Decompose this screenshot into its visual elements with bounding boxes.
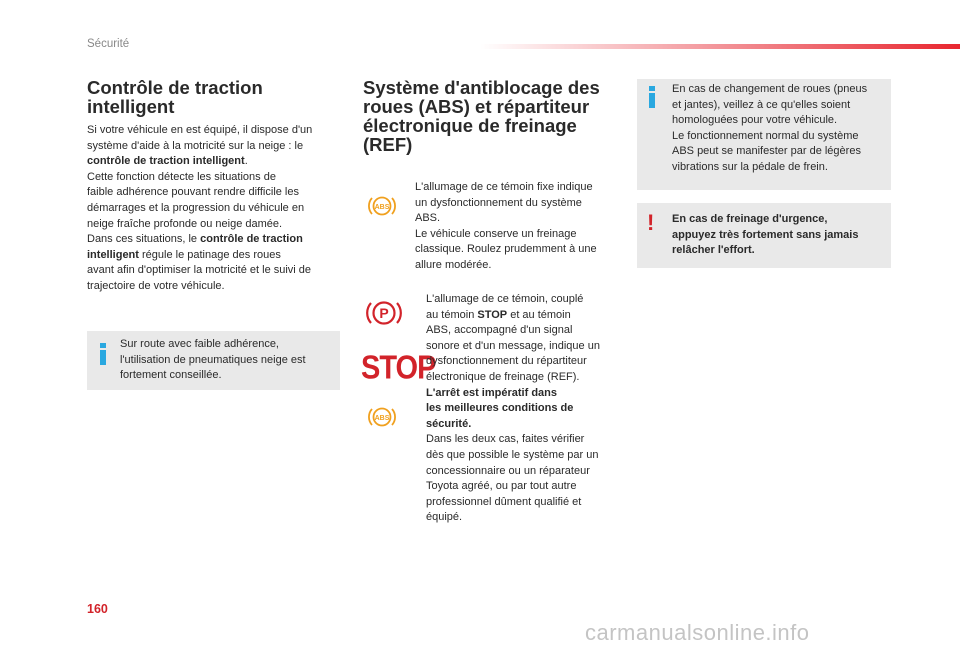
traction-heading-line2: intelligent: [87, 96, 175, 117]
traction-text: régule le patinage des roues: [138, 248, 281, 261]
traction-text: système d'aide à la motricité sur la neige : le: [87, 139, 304, 152]
abs-text: professionnel dûment qualifié et: [426, 495, 582, 508]
traction-heading-line1: Contrôle de traction: [87, 77, 263, 98]
warning-line: relâcher l'effort.: [672, 244, 755, 257]
abs-text: au témoin: [426, 308, 478, 321]
info-box-text: [672, 82, 887, 176]
traction-text: neige fraîche profonde ou neige damée.: [87, 217, 283, 230]
stop-warning-lamp-icon: STOP: [361, 349, 436, 387]
abs-text: et au témoin: [507, 308, 571, 321]
traction-text: Si votre véhicule en est équipé, il dispose d'un: [87, 124, 313, 136]
abs-text: ABS, accompagné d'un signal: [426, 324, 573, 337]
info-line: homologuées pour votre véhicule.: [672, 114, 838, 127]
info-box-text: [120, 337, 335, 384]
abs-heading-line2: roues (ABS) et répartiteur: [363, 96, 590, 117]
info-icon: [649, 86, 655, 108]
traction-bold: contrôle de traction intelligent: [87, 155, 245, 168]
traction-body: [87, 123, 342, 295]
abs-text: dysfonctionnement du répartiteur: [426, 355, 587, 368]
info-line: fortement conseillée.: [120, 369, 222, 382]
info-box-snow-tyres: [87, 331, 340, 390]
brake-warning-lamp-icon: [365, 297, 403, 329]
abs-bold: L'arrêt est impératif dans: [426, 386, 557, 399]
traction-text: Dans ces situations, le: [87, 233, 201, 246]
info-box-wheel-change: [637, 79, 891, 190]
warning-line: En cas de freinage d'urgence,: [672, 213, 828, 225]
abs-warning-lamp-icon: [367, 193, 397, 219]
abs-text: électronique de freinage (REF).: [426, 370, 580, 383]
traction-text: Cette fonction détecte les situations de: [87, 170, 276, 183]
abs-lamp-label: ABS: [374, 414, 390, 422]
abs-heading: [363, 78, 623, 154]
abs-text-fixed-lamp: [415, 180, 620, 274]
abs-text: Le véhicule conserve un freinage: [415, 227, 577, 240]
abs-text: un dysfonctionnement du système: [415, 196, 582, 209]
abs-text: L'allumage de ce témoin, couplé: [426, 293, 584, 305]
exclamation-warning-icon: !: [647, 210, 655, 235]
abs-text: Toyota agréé, ou par tout autre: [426, 480, 577, 493]
page-number: 160: [87, 602, 108, 616]
abs-text: concessionnaire ou un réparateur: [426, 464, 590, 477]
traction-heading: [87, 78, 337, 116]
warning-text: [672, 212, 887, 259]
section-title: Sécurité: [87, 38, 130, 50]
warning-line: appuyez très fortement sans jamais: [672, 228, 859, 241]
abs-text: équipé.: [426, 511, 463, 524]
abs-text-ref-fault: [426, 292, 621, 526]
traction-text: trajectoire de votre véhicule.: [87, 279, 225, 292]
abs-text: Dans les deux cas, faites vérifier: [426, 433, 585, 446]
traction-text: .: [244, 155, 248, 168]
brake-lamp-label: P: [379, 305, 389, 321]
abs-bold: les meilleures conditions de: [426, 402, 574, 415]
info-line: Sur route avec faible adhérence,: [120, 338, 279, 350]
traction-text: démarrages et la progression du véhicule en: [87, 201, 305, 214]
header-accent-bar: [480, 44, 960, 49]
abs-lamp-label: ABS: [374, 203, 390, 211]
abs-heading-line3: électronique de freinage: [363, 115, 577, 136]
info-line: En cas de changement de roues (pneus: [672, 83, 868, 95]
info-line: vibrations sur la pédale de frein.: [672, 160, 828, 173]
watermark: carmanualsonline.info: [585, 620, 810, 645]
info-line: ABS peut se manifester par de légères: [672, 145, 861, 158]
abs-warning-lamp-icon: [367, 404, 397, 430]
abs-text: allure modérée.: [415, 258, 492, 271]
info-line: l'utilisation de pneumatiques neige est: [120, 353, 306, 366]
traction-text: avant afin d'optimiser la motricité et le suivi de: [87, 264, 312, 277]
traction-bold: contrôle de traction: [200, 233, 303, 246]
abs-text: classique. Roulez prudemment à une: [415, 243, 597, 256]
abs-heading-line4: (REF): [363, 134, 413, 155]
traction-text: faible adhérence pouvant rendre difficile les: [87, 186, 299, 199]
abs-text: L'allumage de ce témoin fixe indique: [415, 181, 593, 193]
info-icon: [100, 343, 106, 365]
abs-text: ABS.: [415, 212, 441, 225]
abs-text: dès que possible le système par un: [426, 448, 599, 461]
warning-box-emergency-braking: [637, 203, 891, 268]
traction-bold: intelligent: [87, 248, 139, 261]
abs-bold: sécurité.: [426, 417, 472, 430]
abs-text: sonore et d'un message, indique un: [426, 339, 600, 352]
abs-heading-line1: Système d'antiblocage des: [363, 77, 600, 98]
info-line: Le fonctionnement normal du système: [672, 129, 859, 142]
abs-bold: STOP: [477, 308, 508, 321]
info-line: et jantes), veillez à ce qu'elles soient: [672, 98, 851, 111]
